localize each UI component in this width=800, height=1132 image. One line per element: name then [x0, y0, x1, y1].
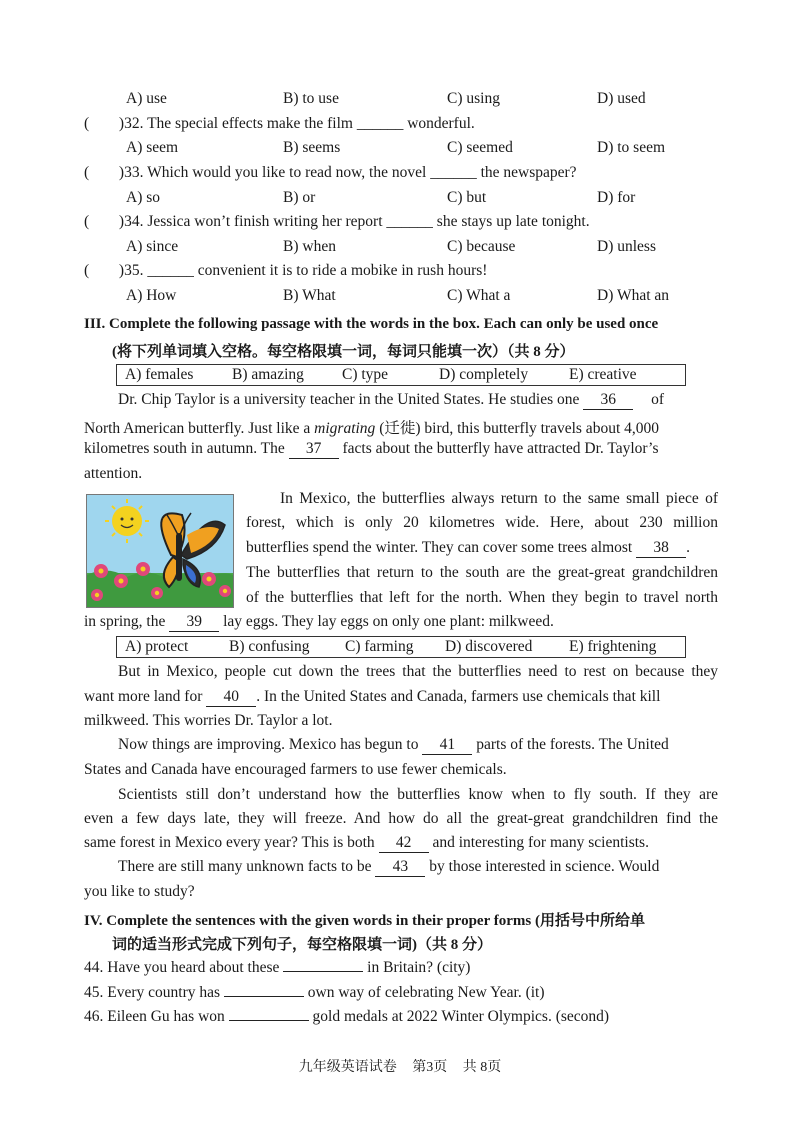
- q45: [84, 984, 545, 1002]
- p6-line-1-end: by those interested in science. Would: [429, 858, 660, 875]
- p3-line-2-text: want more land for: [84, 688, 203, 705]
- word-box-1-item-d: D) completely: [439, 366, 529, 383]
- p5-line-1: Scientists still don’t understand how the butterflies know when to fly south. If they are: [118, 786, 718, 803]
- p6-line-1: [118, 858, 659, 877]
- q46-hint: gold medals at 2022 Winter Olympics. (second): [312, 1008, 610, 1025]
- p4-line-1-text: Now things are improving. Mexico has begun to: [118, 736, 419, 753]
- q35-blank: ______: [147, 262, 194, 279]
- q32-before: The special effects make the film: [147, 115, 353, 132]
- q32-option-a: A) seem: [126, 139, 179, 156]
- p2-line-5: of the butterflies that left for the north. When they begin to travel north: [246, 589, 718, 606]
- q45-text: 45. Every country has: [84, 984, 221, 1001]
- word-box-2-item-b: B) confusing: [229, 638, 310, 655]
- q34-number: )34.: [118, 213, 144, 230]
- p4-line-1: [118, 736, 669, 755]
- q35-option-d: D) What an: [597, 287, 670, 304]
- q31-option-d: D) used: [597, 90, 646, 107]
- blank-42: 42: [379, 834, 429, 853]
- p3-line-3: milkweed. This worries Dr. Taylor a lot.: [84, 712, 333, 729]
- p6-line-2: you like to study?: [84, 883, 195, 900]
- q34-question: [84, 213, 590, 231]
- footer-page: 第3页: [412, 1060, 448, 1075]
- q33-before: Which would you like to read now, the novel: [147, 164, 427, 181]
- footer-total: 共 8页: [462, 1060, 502, 1075]
- q32-option-d: D) to seem: [597, 139, 666, 156]
- q44-blank[interactable]: [283, 971, 363, 972]
- p2-line-6-text: in spring, the: [84, 613, 166, 630]
- q33-question: [84, 164, 577, 182]
- q46: [84, 1008, 609, 1026]
- q34-before: Jessica won’t finish writing her report: [147, 213, 383, 230]
- q34-open-paren: (: [84, 213, 90, 230]
- q44-text: 44. Have you heard about these: [84, 959, 280, 976]
- q32-open-paren: (: [84, 115, 90, 132]
- word-box-1: [116, 364, 686, 386]
- q34-option-b: B) when: [283, 238, 336, 255]
- word-box-2-item-a: A) protect: [125, 638, 189, 655]
- q33-option-c: C) but: [447, 189, 487, 206]
- p1-line-1: [118, 391, 664, 410]
- q34-after: she stays up late tonight.: [436, 213, 590, 230]
- word-box-2-item-d: D) discovered: [445, 638, 533, 655]
- p1-line-4: attention.: [84, 465, 143, 482]
- q35-option-a: A) How: [126, 287, 177, 304]
- p2-line-3: [246, 539, 690, 558]
- p2-line-3-text: butterflies spend the winter. They can cover some trees almost: [246, 539, 633, 556]
- footer-grade: 九年级英语试卷: [298, 1060, 397, 1075]
- p3-line-2-end: . In the United States and Canada, farmers use chemicals that kill: [256, 688, 661, 705]
- p5-line-3: [84, 834, 649, 853]
- q44-hint: in Britain? (city): [367, 959, 471, 976]
- q33-option-d: D) for: [597, 189, 636, 206]
- word-box-1-item-b: B) amazing: [232, 366, 304, 383]
- q35-number: )35.: [118, 262, 144, 279]
- q44: [84, 959, 470, 977]
- blank-41: 41: [422, 736, 472, 755]
- q35-option-b: B) What: [283, 287, 336, 304]
- p4-line-1-end: parts of the forests. The United: [476, 736, 669, 753]
- q32-option-b: B) seems: [283, 139, 341, 156]
- p1-line-2-text: North American butterfly. Just like a: [84, 420, 311, 437]
- q35-question: [84, 262, 487, 280]
- blank-37: 37: [289, 440, 339, 459]
- blank-36: 36: [583, 391, 633, 410]
- q34-option-c: C) because: [447, 238, 516, 255]
- q34-blank: ______: [386, 213, 433, 230]
- p3-line-1: But in Mexico, people cut down the trees that the butterflies need to rest on because they: [118, 663, 718, 680]
- p2-line-4: The butterflies that return to the south are the great-great grandchildren: [246, 564, 718, 581]
- word-box-1-item-a: A) females: [125, 366, 194, 383]
- p4-line-2: States and Canada have encouraged farmers to use fewer chemicals.: [84, 761, 507, 778]
- p1-line-3: [84, 440, 659, 459]
- q35-after: convenient it is to ride a mobike in rush hours!: [197, 262, 488, 279]
- p1-line-3-text: kilometres south in autumn. The: [84, 440, 285, 457]
- section-4-heading-cn: 词的适当形式完成下列句子，每空格限填一词)（共 8 分）: [112, 937, 492, 953]
- section-4-heading-en: IV. Complete the sentences with the given words in their proper forms (用括号中所给单: [84, 913, 645, 929]
- q33-open-paren: (: [84, 164, 90, 181]
- q46-text: 46. Eileen Gu has won: [84, 1008, 225, 1025]
- q34-option-d: D) unless: [597, 238, 656, 255]
- p2-line-2: forest, which is only 20 kilometres wide. Here, about 230 million: [246, 514, 718, 531]
- sun-icon: [112, 506, 142, 536]
- word-box-1-item-c: C) type: [342, 366, 389, 383]
- section-3-heading-cn: (将下列单词填入空格。每空格限填一词，每词只能填一次）（共 8 分）: [112, 344, 575, 360]
- blank-39: 39: [169, 613, 219, 632]
- p2-line-3-end: .: [686, 539, 690, 556]
- q31-option-a: A) use: [126, 90, 167, 107]
- q45-blank[interactable]: [224, 996, 304, 997]
- p1-line-1-end: of: [651, 391, 665, 408]
- q46-blank[interactable]: [229, 1020, 309, 1021]
- p2-line-1: In Mexico, the butterflies always return to the same small piece of: [280, 490, 718, 507]
- p5-line-3-end: and interesting for many scientists.: [432, 834, 649, 851]
- q33-number: )33.: [118, 164, 144, 181]
- word-box-2-item-e: E) frightening: [569, 638, 657, 655]
- p5-line-2: even a few days late, they will freeze. And how do all the great-great grandchildren find the: [84, 810, 718, 827]
- p1-line-3-end: facts about the butterfly have attracted Dr. Taylor’s: [342, 440, 659, 457]
- blank-43: 43: [375, 858, 425, 877]
- p6-line-1-text: There are still many unknown facts to be: [118, 858, 372, 875]
- p1-line-1-text: Dr. Chip Taylor is a university teacher in the United States. He studies one: [118, 391, 580, 408]
- butterfly-illustration: [86, 494, 234, 608]
- q33-after: the newspaper?: [480, 164, 577, 181]
- p1-line-2: [84, 416, 659, 438]
- q33-option-b: B) or: [283, 189, 316, 206]
- q34-option-a: A) since: [126, 238, 179, 255]
- p3-line-2: [84, 688, 660, 707]
- q32-after: wonderful.: [407, 115, 475, 132]
- q35-open-paren: (: [84, 262, 90, 279]
- q32-question: [84, 115, 475, 133]
- q32-option-c: C) seemed: [447, 139, 513, 156]
- q33-option-a: A) so: [126, 189, 161, 206]
- blank-38: 38: [636, 539, 686, 558]
- q31-option-b: B) to use: [283, 90, 339, 107]
- q35-option-c: C) What a: [447, 287, 511, 304]
- blank-40: 40: [206, 688, 256, 707]
- q32-blank: ______: [356, 115, 404, 132]
- q45-hint: own way of celebrating New Year. (it): [307, 984, 545, 1001]
- page-footer: [0, 1056, 800, 1076]
- word-box-2: [116, 636, 686, 658]
- p5-line-3-text: same forest in Mexico every year? This is both: [84, 834, 375, 851]
- q31-option-c: C) using: [447, 90, 500, 107]
- p1-line-2-end: (迁徙) bird, this butterfly travels about 4,000: [379, 420, 659, 437]
- p2-line-6: [84, 613, 554, 632]
- word-box-1-item-e: E) creative: [569, 366, 637, 383]
- word-migrating: migrating: [314, 420, 376, 437]
- section-3-heading-en: III. Complete the following passage with the words in the box. Each can only be used once: [84, 316, 659, 332]
- p2-line-6-end: lay eggs. They lay eggs on only one plant: milkweed.: [223, 613, 554, 630]
- word-box-2-item-c: C) farming: [345, 638, 414, 655]
- q32-number: )32.: [118, 115, 144, 132]
- q33-blank: ______: [430, 164, 477, 181]
